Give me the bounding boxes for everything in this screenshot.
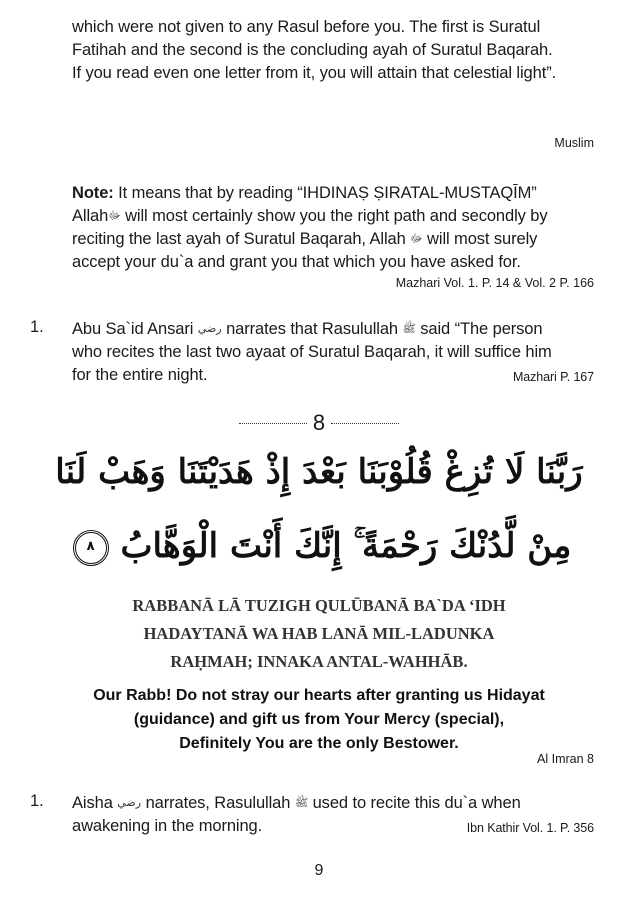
divider-dots-right: [331, 423, 399, 424]
note-text-2b: will most certainly show you the right path and secondly by: [120, 207, 548, 225]
translation-line-3: Definitely You are the only Bestower.: [179, 735, 459, 752]
translit-line-3: RAḤMAH; INNAKA ANTAL-WAHHĀB.: [170, 652, 468, 671]
transliteration: [60, 592, 578, 676]
intro-paragraph: [72, 16, 594, 85]
arabic-line-2: [40, 526, 598, 566]
item2-text-1c: used to recite this du`a when: [308, 794, 521, 812]
allah-salutation-icon: ﷻ: [410, 233, 423, 246]
reference-ibn-kathir: Ibn Kathir Vol. 1. P. 356: [466, 821, 594, 836]
intro-line-1: which were not given to any Rasul before you. The first is Suratul: [72, 18, 541, 36]
item1-line-3: [72, 364, 594, 387]
note-line-1: [72, 182, 594, 205]
item1-text-1a: Abu Sa`id Ansari: [72, 320, 194, 338]
item-number: 1.: [30, 318, 44, 336]
item1-text-1c: said “The person: [415, 320, 543, 338]
note-label: Note:: [72, 184, 114, 202]
note-line-3: [72, 228, 594, 251]
item1-paragraph: [72, 318, 594, 389]
item2-line-2: [72, 815, 594, 838]
reference-muslim: Muslim: [554, 136, 594, 150]
reference-al-imran: Al Imran 8: [537, 752, 594, 766]
note-text-3b: will most surely: [422, 230, 538, 249]
intro-line-3: If you read even one letter from it, you will attain that celestial light”.: [72, 64, 557, 82]
divider-dots-left: [239, 423, 307, 424]
translit-line-1: RABBANĀ LĀ TUZIGH QULŪBANĀ BA`DA ‘IDH: [132, 596, 506, 615]
note-line-2: [72, 205, 594, 228]
reference-mazhari: Mazhari P. 167: [512, 370, 594, 385]
arabic-line-1: رَبَّنَا لَا تُزِغْ قُلُوْبَنَا بَعْدَ إِذْ هَدَيْتَنَا وَهَبْ لَنَا: [55, 452, 583, 492]
item-number: 1.: [30, 792, 44, 810]
item2-text-2: awakening in the morning.: [72, 817, 263, 836]
item2-text-1a: Aisha: [72, 794, 113, 812]
translit-line-2: HADAYTANĀ WA HAB LANĀ MIL-LADUNKA: [143, 624, 495, 643]
item1-text-1b: narrates that Rasulullah: [221, 320, 398, 338]
item2-line-1: [72, 792, 594, 815]
note-text-2a: Allah: [72, 207, 109, 225]
section-divider: [0, 410, 638, 436]
reference-mazhari-vol: Mazhari Vol. 1. P. 14 & Vol. 2 P. 166: [395, 276, 594, 290]
note-text-1: It means that by reading “IHDINAṢ ṢIRATAL-MUSTAQĪM”: [113, 184, 537, 202]
note-line-4: accept your du`a and grant you that which you have asked for.: [72, 253, 521, 272]
companion-salutation-icon: رضي: [197, 323, 222, 336]
section-number: 8: [312, 410, 326, 435]
note-paragraph: [72, 182, 594, 274]
item1-line-1: [72, 318, 594, 341]
page-number: 9: [314, 862, 324, 879]
translation-line-2: (guidance) and gift us from Your Mercy (special),: [133, 711, 505, 728]
companion-salutation-icon: رضي: [117, 797, 142, 810]
item2-text-1b: narrates, Rasulullah: [141, 794, 291, 812]
prophet-salutation-icon: ﷺ: [402, 323, 416, 336]
allah-salutation-icon: ﷻ: [108, 210, 121, 223]
item2-paragraph: [72, 792, 594, 840]
intro-line-2: Fatihah and the second is the concluding ayah of Suratul Baqarah.: [72, 41, 553, 59]
arabic-text-2: مِنْ لَّدُنْكَ رَحْمَةً ۚ إِنَّكَ أَنْتَ الْوَهَّابُ: [120, 526, 572, 566]
translation-line-1: Our Rabb! Do not stray our hearts after granting us Hidayat: [93, 687, 545, 704]
verse-number-marker: ٨: [73, 530, 109, 566]
prophet-salutation-icon: ﷺ: [294, 797, 309, 810]
item1-text-3: for the entire night.: [72, 366, 208, 385]
translation: [60, 684, 578, 756]
item1-line-2: who recites the last two ayaat of Suratul Baqarah, it will suffice him: [72, 343, 552, 362]
note-text-3a: reciting the last ayah of Suratul Baqarah, Allah: [72, 230, 406, 249]
